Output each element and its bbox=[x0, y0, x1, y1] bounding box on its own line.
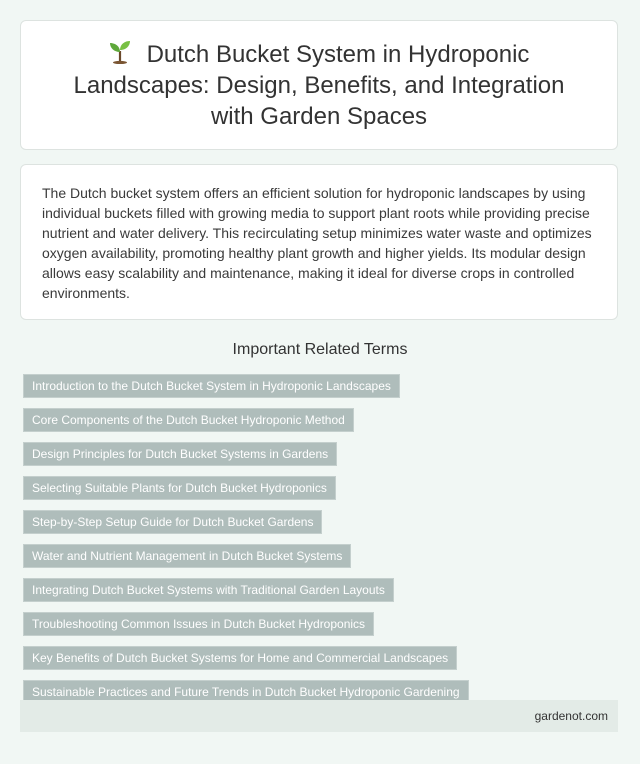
related-term-tag[interactable]: Key Benefits of Dutch Bucket Systems for Home and Commercial Landscapes bbox=[23, 646, 457, 670]
related-term-tag[interactable]: Sustainable Practices and Future Trends in Dutch Bucket Hydroponic Gardening bbox=[23, 680, 469, 704]
related-term-tag[interactable]: Introduction to the Dutch Bucket System in Hydroponic Landscapes bbox=[23, 374, 400, 398]
related-terms-list bbox=[23, 374, 469, 714]
related-term-tag[interactable]: Water and Nutrient Management in Dutch Bucket Systems bbox=[23, 544, 351, 568]
page-title bbox=[51, 39, 587, 132]
sprout-icon bbox=[109, 40, 131, 64]
footer bbox=[20, 700, 618, 732]
related-term-tag[interactable]: Core Components of the Dutch Bucket Hydroponic Method bbox=[23, 408, 354, 432]
footer-site-link[interactable]: gardenot.com bbox=[534, 709, 608, 723]
related-term-tag[interactable]: Step-by-Step Setup Guide for Dutch Bucket Gardens bbox=[23, 510, 322, 534]
description-text: The Dutch bucket system offers an efficient solution for hydroponic landscapes by using individual buckets filled with growing media to support plant roots while providing precise nutrient and water delivery. This recirculating setup minimizes water waste and optimizes oxygen availability, promoting healthy plant growth and higher yields. Its modular design allows easy scalability and maintenance, making it ideal for diverse crops in controlled environments. bbox=[42, 185, 592, 301]
related-term-tag[interactable]: Design Principles for Dutch Bucket Systems in Gardens bbox=[23, 442, 337, 466]
related-term-tag[interactable]: Selecting Suitable Plants for Dutch Bucket Hydroponics bbox=[23, 476, 336, 500]
description-card bbox=[20, 164, 618, 320]
related-term-tag[interactable]: Integrating Dutch Bucket Systems with Traditional Garden Layouts bbox=[23, 578, 394, 602]
title-card bbox=[20, 20, 618, 150]
related-term-tag[interactable]: Troubleshooting Common Issues in Dutch Bucket Hydroponics bbox=[23, 612, 374, 636]
page-title-text: Dutch Bucket System in Hydroponic Landscapes: Design, Benefits, and Integration with Garden Spaces bbox=[73, 40, 565, 130]
related-terms-heading: Important Related Terms bbox=[232, 341, 408, 358]
